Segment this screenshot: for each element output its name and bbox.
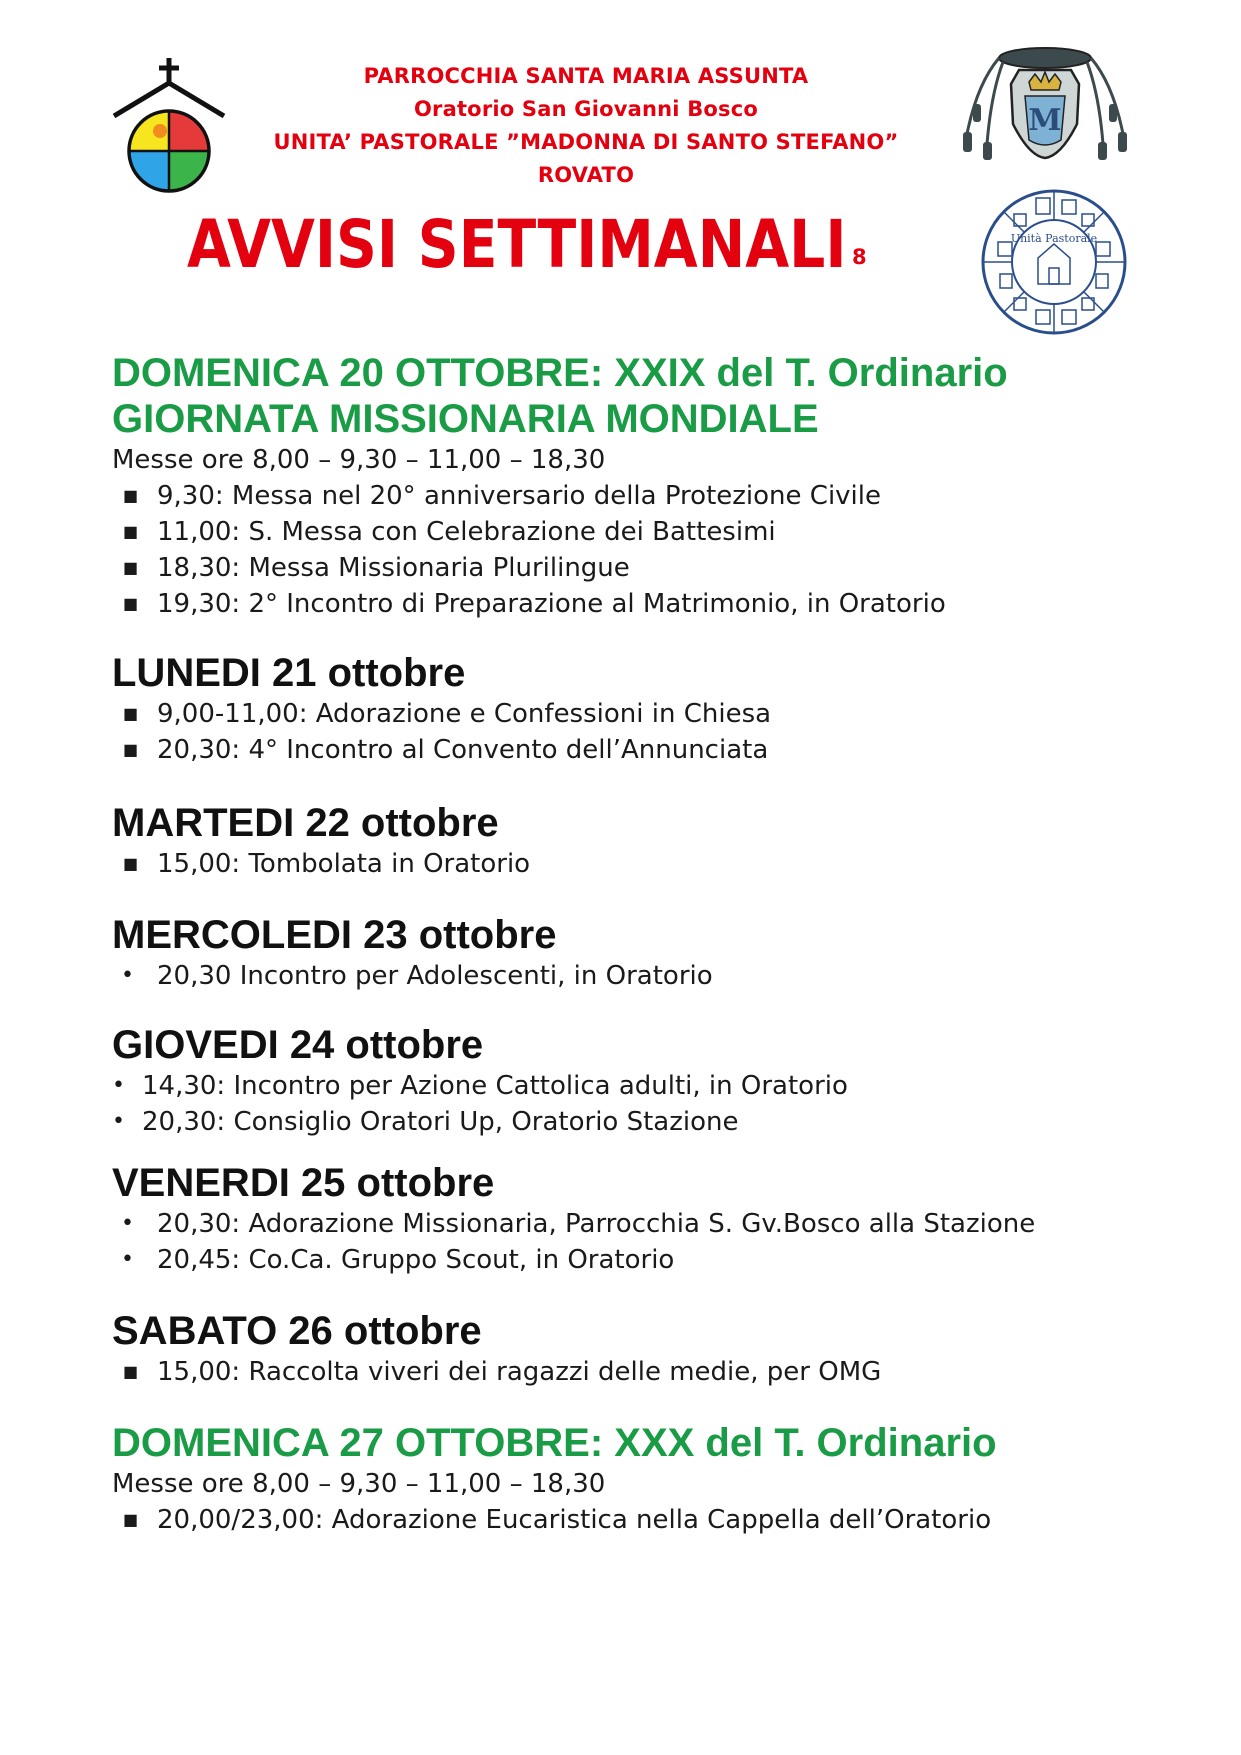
event-list xyxy=(112,696,1212,768)
day-title: MARTEDI 22 ottobre xyxy=(112,801,499,845)
list-item: ■ 18,30: Messa Missionaria Plurilingue xyxy=(112,550,1212,586)
day-title: LUNEDI 21 ottobre xyxy=(112,651,466,695)
oratorio-logo xyxy=(110,56,228,196)
list-item: • 20,45: Co.Ca. Gruppo Scout, in Oratorio xyxy=(112,1242,1212,1278)
list-item: ■ 15,00: Tombolata in Oratorio xyxy=(112,846,1212,882)
list-item: • 20,30: Adorazione Missionaria, Parrocchia S. Gv.Bosco alla Stazione xyxy=(112,1206,1212,1242)
day-title: VENERDI 25 ottobre xyxy=(112,1161,495,1205)
day-section xyxy=(112,912,1212,994)
list-item: ■ 11,00: S. Messa con Celebrazione dei Battesimi xyxy=(112,514,1212,550)
day-title: DOMENICA 27 OTTOBRE: XXX del T. Ordinario xyxy=(112,1421,997,1465)
issue-number: 8 xyxy=(852,245,867,269)
coat-of-arms-icon xyxy=(957,44,1133,164)
day-section xyxy=(112,650,1212,768)
list-item: ■ 9,00-11,00: Adorazione e Confessioni in Chiesa xyxy=(112,696,1212,732)
day-section xyxy=(112,350,1212,622)
parish-name: PARROCCHIA SANTA MARIA ASSUNTA xyxy=(363,64,809,88)
list-item: ■ 19,30: 2° Incontro di Preparazione al Matrimonio, in Oratorio xyxy=(112,586,1212,622)
seal-label: Unità Pastorale xyxy=(1010,232,1098,245)
town-name: ROVATO xyxy=(537,163,635,187)
day-title: GIOVEDI 24 ottobre xyxy=(112,1023,484,1067)
day-title: MERCOLEDI 23 ottobre xyxy=(112,913,557,957)
svg-text:M: M xyxy=(1028,103,1062,138)
list-item: ■ 20,00/23,00: Adorazione Eucaristica nella Cappella dell’Oratorio xyxy=(112,1502,1212,1538)
square-bullet-icon: ■ xyxy=(123,1510,139,1529)
dot-bullet-icon: • xyxy=(112,1073,125,1098)
dot-bullet-icon: • xyxy=(112,1109,125,1134)
square-bullet-icon: ■ xyxy=(123,740,139,759)
parish-header xyxy=(236,60,936,192)
list-item: • 20,30 Incontro per Adolescenti, in Oratorio xyxy=(112,958,1212,994)
event-list xyxy=(112,846,1212,882)
event-list xyxy=(112,478,1212,622)
event-list xyxy=(112,1206,1212,1278)
oratorio-name: Oratorio San Giovanni Bosco xyxy=(413,97,759,121)
list-item: ■ 9,30: Messa nel 20° anniversario della Protezione Civile xyxy=(112,478,1212,514)
square-bullet-icon: ■ xyxy=(123,558,139,577)
list-item: ■ 15,00: Raccolta viveri dei ragazzi delle medie, per OMG xyxy=(112,1354,1212,1390)
day-section xyxy=(112,800,1212,882)
day-section xyxy=(112,1022,1212,1140)
event-list xyxy=(112,958,1212,994)
pastoral-unit-seal-icon xyxy=(978,188,1130,336)
square-bullet-icon: ■ xyxy=(123,1362,139,1381)
page-title: AVVISI SETTIMANALI xyxy=(187,206,847,283)
list-item: ■ 20,30: 4° Incontro al Convento dell’Annunciata xyxy=(112,732,1212,768)
dot-bullet-icon: • xyxy=(121,1211,134,1236)
day-section xyxy=(112,1160,1212,1278)
dot-bullet-icon: • xyxy=(121,1247,134,1272)
square-bullet-icon: ■ xyxy=(123,704,139,723)
weekly-notices xyxy=(112,350,1212,1538)
list-item: • 20,30: Consiglio Oratori Up, Oratorio Stazione xyxy=(112,1104,1212,1140)
day-subtitle: GIORNATA MISSIONARIA MONDIALE xyxy=(112,397,819,441)
event-list xyxy=(112,1502,1212,1538)
square-bullet-icon: ■ xyxy=(123,486,139,505)
day-title: DOMENICA 20 OTTOBRE: XXIX del T. Ordinario xyxy=(112,351,1008,395)
list-item: • 14,30: Incontro per Azione Cattolica adulti, in Oratorio xyxy=(112,1068,1212,1104)
day-section xyxy=(112,1308,1212,1390)
square-bullet-icon: ■ xyxy=(123,594,139,613)
event-list xyxy=(112,1354,1212,1390)
day-section xyxy=(112,1420,1212,1538)
page-title-block xyxy=(187,205,954,285)
day-title: SABATO 26 ottobre xyxy=(112,1309,482,1353)
mass-times: Messe ore 8,00 – 9,30 – 11,00 – 18,30 xyxy=(112,1469,606,1499)
pastoral-unit-name: UNITA’ PASTORALE ”MADONNA DI SANTO STEFANO” xyxy=(273,130,899,154)
square-bullet-icon: ■ xyxy=(123,854,139,873)
event-list xyxy=(112,1068,1212,1140)
square-bullet-icon: ■ xyxy=(123,522,139,541)
dot-bullet-icon: • xyxy=(121,963,134,988)
mass-times: Messe ore 8,00 – 9,30 – 11,00 – 18,30 xyxy=(112,445,606,475)
